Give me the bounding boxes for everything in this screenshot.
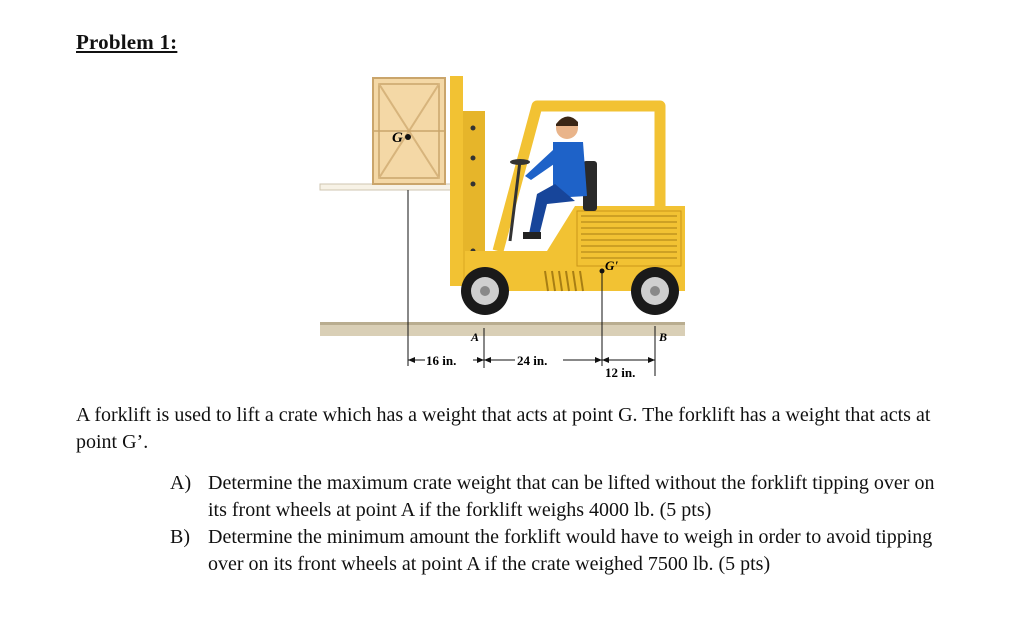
front-wheel	[461, 267, 509, 315]
problem-title: Problem 1:	[76, 30, 178, 54]
part-b-label: B)	[170, 526, 190, 548]
forklift-diagram	[315, 66, 695, 386]
part-a-text: Determine the maximum crate weight that can be lifted without the forklift tipping over on its front wheels at point A if the forklift weighs 4000 lb. (5 pts)	[208, 472, 935, 521]
problem-statement: A forklift is used to lift a crate which has a weight that acts at point G. The forklift has a weight that acts at point G’.	[76, 404, 931, 453]
rear-wheel	[631, 267, 679, 315]
point-G	[405, 134, 411, 140]
label-G-prime: G'	[605, 258, 618, 273]
part-a-label: A)	[170, 472, 192, 494]
mast	[450, 76, 463, 286]
part-b-text: Determine the minimum amount the forklift would have to weigh in order to avoid tipping over on its front wheels at point A if the crate weighed 7500 lb. (5 pts)	[208, 526, 933, 575]
point-G-prime	[600, 269, 605, 274]
label-B: B	[659, 330, 668, 344]
part-a	[170, 470, 950, 524]
label-G: G	[392, 130, 403, 146]
forklift-figure	[315, 66, 695, 386]
dimension-16-in: 16 in.	[426, 353, 457, 368]
part-b	[170, 524, 950, 578]
dimension-24-in: 24 in.	[517, 353, 548, 368]
crate	[373, 78, 445, 184]
dimension-12-in: 12 in.	[605, 365, 636, 380]
label-A: A	[471, 330, 480, 344]
problem-parts	[170, 470, 950, 578]
